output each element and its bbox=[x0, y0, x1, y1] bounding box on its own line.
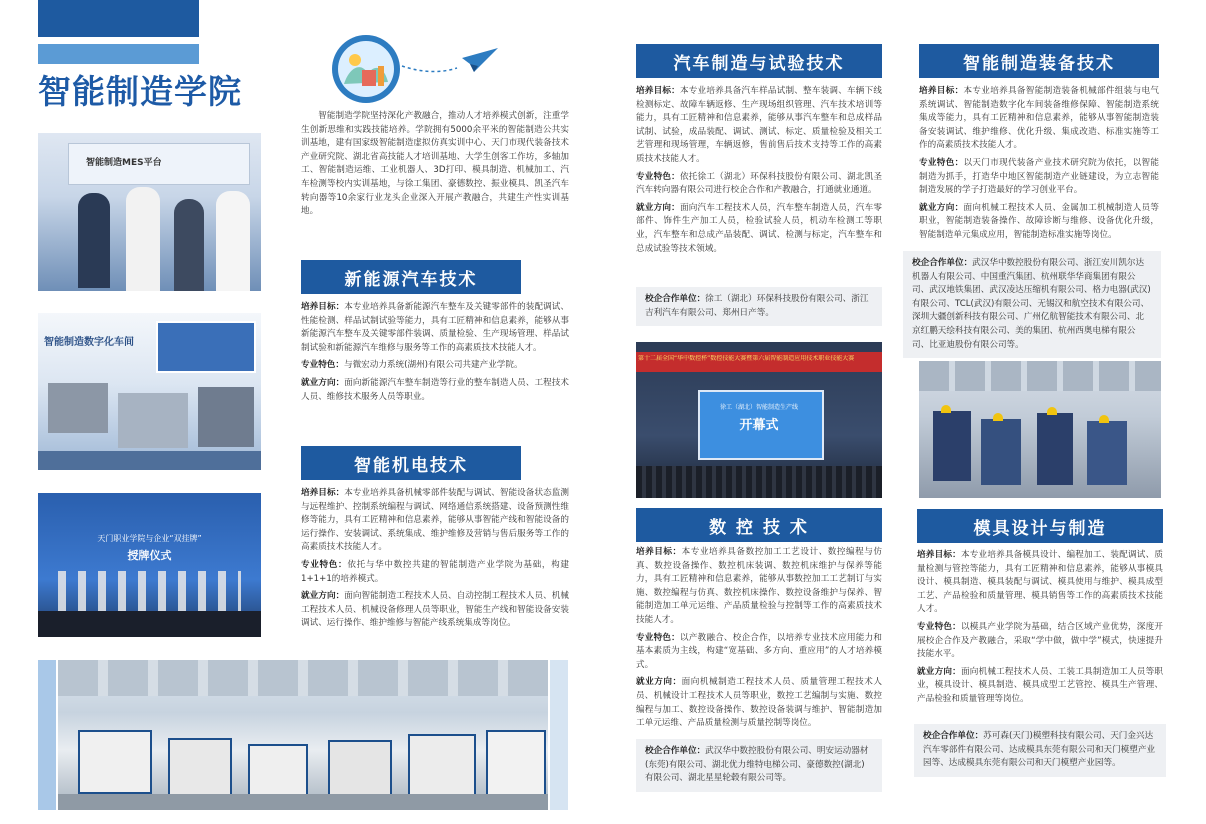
screen-line1: 徐工（湖北）智能制造生产线 bbox=[719, 404, 798, 411]
label-goal: 培养目标： bbox=[919, 86, 964, 96]
nev-goal: 本专业培养具备新能源汽车整车及关键零部件的装配调试、性能检测、样品试制试验等能力，具有工匠精神和信息素养，能够从事新能源汽车整车及关键零部件装调、质量检验、生产现场管理、样品试制试验和新能源汽车维修与服务等工作的高素质技术技能人才。 bbox=[301, 302, 569, 353]
mech-job: 面向智能制造工程技术人员、自动控制工程技术人员、机械工程技术人员、机械设备修理人员等职业，智能生产线和智能设备安装调试、运行操作、维护维修与智能产线系统集成等岗位。 bbox=[301, 591, 569, 629]
label-job: 就业方向： bbox=[301, 377, 345, 388]
auto-coop: 徐工（湖北）环保科技股份有限公司、浙江吉利汽车有限公司、郑州日产等。 bbox=[645, 294, 869, 318]
photo-student-workshop bbox=[919, 361, 1161, 498]
cnc-coop: 武汉华中数控股份有限公司、明安运动器材(东莞)有限公司、湖北优力维特电梯公司、豪德数控(湖北)有限公司、湖北星星轮毂有限公司等。 bbox=[645, 746, 869, 784]
label-feature: 专业特色： bbox=[301, 360, 344, 371]
section-title-auto: 汽车制造与试验技术 bbox=[636, 44, 882, 78]
intro-text: 智能制造学院坚持深化产教融合，推动人才培养模式创新，注重学生创新思维和实践技能培养。学院拥有5000余平米的智能制造公共实训基地，建有国家级智能制造虚拟仿真实训中心、天门市现代装备技术产业研究院、湖北省高技能人才培训基地、大学生创客工作坊，多轴加工、智能制造运维、工业机器人、3D打印、模具制造、机械加工、汽车检测等校内实训基地，与徐工集团、豪德数控、振业模具、凯圣汽车转向器等10余家行业龙头企业深入开展产教融合，共建生产性实训基地。 bbox=[301, 111, 569, 217]
cnc-feature: 以产教融合、校企合作，以培养专业技术应用能力和基本素质为主线，构建“宽基础、多方向、重应用”的人才培养模式。 bbox=[636, 632, 882, 670]
section-body-nev bbox=[301, 301, 569, 408]
label-job: 就业方向： bbox=[636, 202, 680, 213]
label-goal: 培养目标： bbox=[301, 488, 345, 498]
nev-feature: 与微宏动力系统(湖州)有限公司共建产业学院。 bbox=[343, 360, 523, 371]
photo-digital-workshop bbox=[38, 313, 261, 470]
coop-equip bbox=[903, 251, 1161, 358]
header-bar-light bbox=[38, 44, 199, 64]
photo-frame-left-bar bbox=[38, 660, 56, 810]
photo-mes-platform bbox=[38, 133, 261, 291]
equip-goal: 本专业培养具备智能制造装备机械部件组装与电气系统调试、智能制造数字化车间装备维修保障、智能制造系统集成等能力，具有工匠精神和信息素养，能够从事智能制造装备安装调试、维护维修、优化升级、集成改造、标准实施等工作的高素质技术技能人才。 bbox=[919, 86, 1159, 151]
coop-cnc bbox=[636, 739, 882, 792]
label-job: 就业方向： bbox=[917, 666, 961, 677]
equip-job: 面向机械工程技术人员、金属加工机械制造人员等职业，智能制造装备操作、故障诊断与维修、设备优化升级，智能制造单元集成应用，智能制造标准实施等岗位。 bbox=[919, 202, 1159, 240]
auto-job: 面向汽车工程技术人员，汽车整车制造人员，汽车零部件、饰件生产加工人员，检验试验人员，机动车检测工等职业，汽车整车和总成产品装配、调试、检测与标定，汽车整车和总成试验等技术领域。 bbox=[636, 202, 882, 254]
section-body-cnc bbox=[636, 546, 882, 735]
label-feature: 专业特色： bbox=[636, 171, 680, 182]
auto-feature: 依托徐工（湖北）环保科技股份有限公司、湖北凯圣汽车转向器有限公司进行校企合作和产教融合，打通就业通道。 bbox=[636, 171, 882, 196]
photo-ceremony bbox=[38, 493, 261, 637]
cnc-goal: 本专业培养具备数控加工工艺设计、数控编程与仿真、数控设备操作、数控机床装调、数控机床维护与保养等能力，具有工匠精神和信息素养，能够从事数控加工工艺制订与实施、数控编程与仿真、数控机床操作、数控设备维护与保养、智能制造加工单元运维、产品质量检验与控制等工作的高素质技术技能人才。 bbox=[636, 547, 882, 625]
label-goal: 培养目标： bbox=[301, 302, 345, 312]
page-title: 智能制造学院 bbox=[38, 72, 242, 111]
mold-goal: 本专业培养具备模具设计、编程加工、装配调试、质量检测与管控等能力，具有工匠精神和信息素养，能够从事模具设计、模具制造、模具装配与调试、模具使用与维护、模具成型工艺、产品检验和质量管理、模具销售等工作的高素质技术技能人才。 bbox=[917, 550, 1163, 615]
equip-feature: 以天门市现代装备产业技术研究院为依托，以智能制造为抓手，打造华中地区智能制造产业链建设，为立志智能制造发展的学子打造最好的学习创业平台。 bbox=[919, 157, 1159, 196]
label-job: 就业方向： bbox=[919, 202, 964, 213]
ceremony-line1: 天门职业学院与企业“双挂牌” bbox=[97, 534, 202, 543]
label-feature: 专业特色： bbox=[301, 559, 348, 570]
header-bar-top bbox=[38, 0, 199, 37]
workshop-sign: 智能制造数字化车间 bbox=[44, 337, 134, 348]
mold-job: 面向机械工程技术人员、工装工具制造加工人员等职业，模具设计、模具制造、模具成型工艺管控、模具生产管理、产品检验和质量管理等岗位。 bbox=[917, 666, 1163, 704]
label-goal: 培养目标： bbox=[636, 86, 680, 96]
label-job: 就业方向： bbox=[636, 677, 682, 688]
nev-job: 面向新能源汽车整车制造等行业的整车制造人员、工程技术人员、维修技术服务人员等职业。 bbox=[301, 377, 569, 402]
section-body-mech bbox=[301, 487, 569, 635]
label-feature: 专业特色： bbox=[917, 621, 961, 632]
label-feature: 专业特色： bbox=[636, 632, 680, 643]
auto-goal: 本专业培养具备汽车样品试制、整车装调、车辆下线检测标定、故障车辆返修、生产现场组织管理、汽车技术培训等能力，具有工匠精神和信息素养，能够从事汽车整车和总成样品试制、试验，成品装配、调试、测试、标定、质量检验及相关工艺管理和现场管理，车辆返修，售前售后技术支持等工作的高素质技术技能人才。 bbox=[636, 86, 882, 164]
equip-coop: 武汉华中数控股份有限公司、浙江安川凯尔达机器人有限公司、中国重汽集团、杭州联华华商集团有限公司、武汉地铁集团、武汉凌达压缩机有限公司、格力电器(武汉)有限公司、TCL(武汉)有限公司、无锡汉和航空技术有限公司、深圳大疆创新科技有限公司、广州亿航智能技术有限公司、北京红鹏天绘科技有限公司、美的集团、杭州西奥电梯有限公司、比亚迪股份有限公司等。 bbox=[912, 258, 1151, 350]
section-title-equip: 智能制造装备技术 bbox=[919, 44, 1159, 78]
photo-competition bbox=[636, 342, 882, 498]
mech-goal: 本专业培养具备机械零部件装配与调试、智能设备状态监测与远程维护、控制系统编程与调试、网络通信系统搭建、设备预测性维修等能力，具有工匠精神和信息素养，能够从事智能产线和智能设备的运行操作、安装调试、系统集成、维护维修及营销与售后服务等工作的高素质技术技能人才。 bbox=[301, 488, 569, 553]
section-title-cnc: 数 控 技 术 bbox=[636, 508, 882, 542]
coop-auto bbox=[636, 287, 882, 326]
ceremony-line2: 授牌仪式 bbox=[127, 549, 172, 562]
screen-line2: 开幕式 bbox=[739, 418, 779, 433]
cnc-job: 面向机械制造工程技术人员、质量管理工程技术人员、机械设计工程技术人员等职业，数控工艺编制与实施、数控编程与加工、数控设备操作、数控设备装调与维护、智能制造加工单元运维、产品质量检测与质量控制等岗位。 bbox=[636, 677, 882, 729]
section-title-mold: 模具设计与制造 bbox=[917, 509, 1163, 543]
label-goal: 培养目标： bbox=[636, 547, 682, 557]
competition-banner: 第十二届全国“华中数控杯”数控技能大赛暨第六届智能制造应用技术职业技能大赛 bbox=[638, 355, 855, 362]
mes-sign: 智能制造MES平台 bbox=[86, 158, 162, 168]
mech-feature: 依托与华中数控共建的智能制造产业学院为基础，构建1+1+1的培养模式。 bbox=[301, 559, 569, 584]
label-job: 就业方向： bbox=[301, 591, 345, 602]
label-feature: 专业特色： bbox=[919, 157, 964, 168]
section-body-equip bbox=[919, 85, 1159, 247]
section-body-mold bbox=[917, 549, 1163, 711]
section-body-auto bbox=[636, 85, 882, 260]
mold-feature: 以模具产业学院为基础，结合区域产业优势，深度开展校企合作及产教融合，采取“学中做，做中学”模式，快速提升技能水平。 bbox=[917, 621, 1163, 660]
mold-coop: 苏可森(天门)模塑科技有限公司、天门金兴达汽车零部件有限公司、达成模具东莞有限公司和天门模塑产业园等、达成模具东莞有限公司和天门模塑产业园等。 bbox=[923, 731, 1156, 769]
label-coop: 校企合作单位： bbox=[645, 294, 706, 304]
label-coop: 校企合作单位： bbox=[645, 746, 706, 756]
label-coop: 校企合作单位： bbox=[923, 731, 984, 741]
label-goal: 培养目标： bbox=[917, 550, 961, 560]
section-title-nev: 新能源汽车技术 bbox=[301, 260, 521, 294]
label-coop: 校企合作单位： bbox=[912, 258, 973, 268]
photo-frame-right-bar bbox=[550, 660, 568, 810]
section-title-mech: 智能机电技术 bbox=[301, 446, 521, 480]
coop-mold bbox=[914, 724, 1166, 777]
photo-training-base bbox=[58, 660, 548, 810]
globe-icon bbox=[322, 26, 502, 112]
